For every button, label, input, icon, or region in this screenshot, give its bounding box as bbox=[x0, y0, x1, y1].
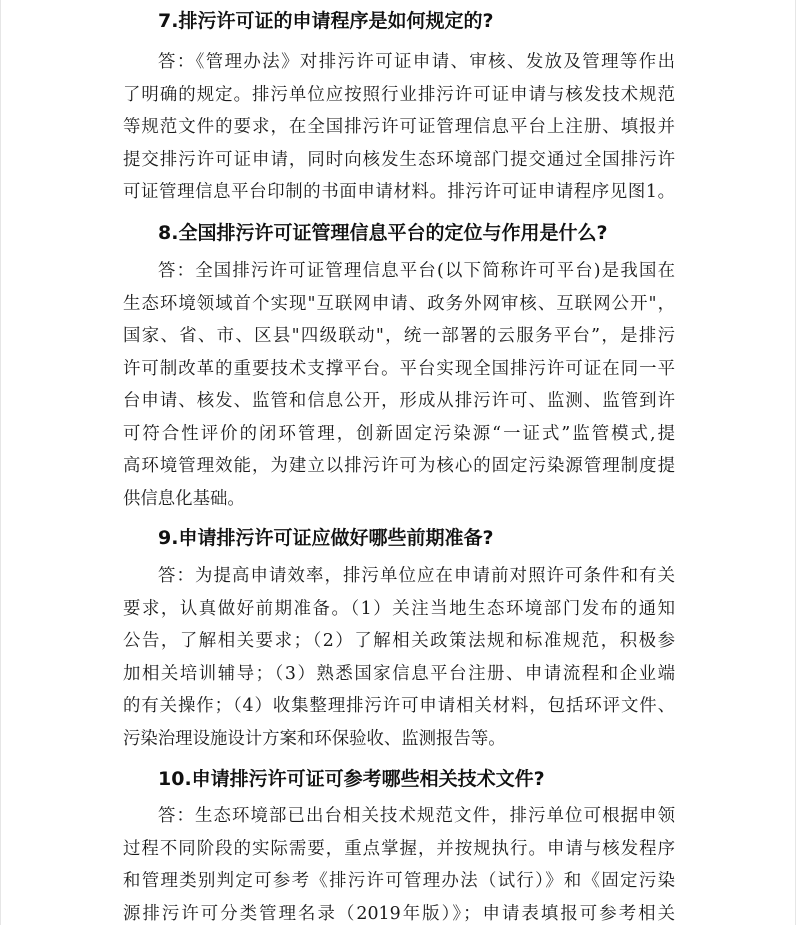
answer-line: 答：生态环境部已出台相关技术规范文件，排污单位可根据申领 bbox=[158, 806, 675, 826]
answer-line: 和管理类别判定可参考《排污许可管理办法（试行）》和《固定污染 bbox=[123, 871, 675, 891]
answer-line: 等规范文件的要求，在全国排污许可证管理信息平台上注册、填报并 bbox=[123, 117, 675, 137]
answer-line: 要求，认真做好前期准备。（1）关注当地生态环境部门发布的通知 bbox=[123, 598, 675, 619]
answer-line: 供信息化基础。 bbox=[123, 488, 245, 509]
answer-line: 许可制改革的重要技术支撑平台。平台实现全国排污许可证在同一平 bbox=[123, 358, 675, 379]
answer-paragraph-7 bbox=[123, 46, 675, 209]
answer-line: 过程不同阶段的实际需要，重点掌握，并按规执行。申请与核发程序 bbox=[123, 838, 675, 859]
question-title-9: 9.申请排污许可证应做好哪些前期准备? bbox=[158, 527, 494, 549]
question-title-8: 8.全国排污许可证管理信息平台的定位与作用是什么? bbox=[158, 222, 608, 244]
answer-line: 加相关培训辅导；（3）熟悉国家信息平台注册、申请流程和企业端 bbox=[123, 663, 675, 684]
answer-paragraph-8 bbox=[123, 255, 675, 515]
answer-line: 公告，了解相关要求；（2）了解相关政策法规和标准规范，积极参 bbox=[123, 631, 675, 651]
answer-line: 高环境管理效能，为建立以排污许可为核心的固定污染源管理制度提 bbox=[123, 456, 675, 476]
answer-line: 可证管理信息平台印制的书面申请材料。排污许可证申请程序见图1。 bbox=[123, 182, 675, 202]
answer-line: 生态环境领域首个实现"互联网申请、政务外网审核、互联网公开"， bbox=[123, 293, 675, 314]
answer-line: 源排污许可分类管理名录（2019年版）》；申请表填报可参考相关 bbox=[123, 903, 675, 924]
answer-line: 可符合性评价的闭环管理，创新固定污染源“一证式”监管模式,提 bbox=[123, 423, 675, 444]
answer-line: 答：全国排污许可证管理信息平台(以下简称许可平台)是我国在 bbox=[158, 261, 675, 281]
answer-line: 了明确的规定。排污单位应按照行业排污许可证申请与核发技术规范 bbox=[123, 84, 675, 105]
answer-line: 台申请、核发、监管和信息公开，形成从排污许可、监测、监管到许 bbox=[123, 391, 675, 411]
question-title-7: 7.排污许可证的申请程序是如何规定的? bbox=[158, 10, 494, 32]
answer-line: 答：为提高申请效率，排污单位应在申请前对照许可条件和有关 bbox=[158, 566, 675, 586]
question-title-10: 10.申请排污许可证可参考哪些相关技术文件? bbox=[158, 768, 545, 790]
answer-paragraph-9 bbox=[123, 560, 675, 755]
answer-line: 污染治理设施设计方案和环保验收、监测报告等。 bbox=[123, 728, 506, 749]
answer-line: 答：《管理办法》对排污许可证申请、审核、发放及管理等作出 bbox=[158, 52, 675, 72]
answer-line: 的有关操作；（4）收集整理排污许可申请相关材料，包括环评文件、 bbox=[123, 696, 675, 716]
answer-line: 提交排污许可证申请，同时向核发生态环境部门提交通过全国排污许 bbox=[123, 149, 675, 170]
answer-paragraph-10 bbox=[123, 800, 675, 925]
answer-line: 国家、省、市、区县"四级联动"，统一部署的云服务平台”，是排污 bbox=[123, 326, 675, 346]
